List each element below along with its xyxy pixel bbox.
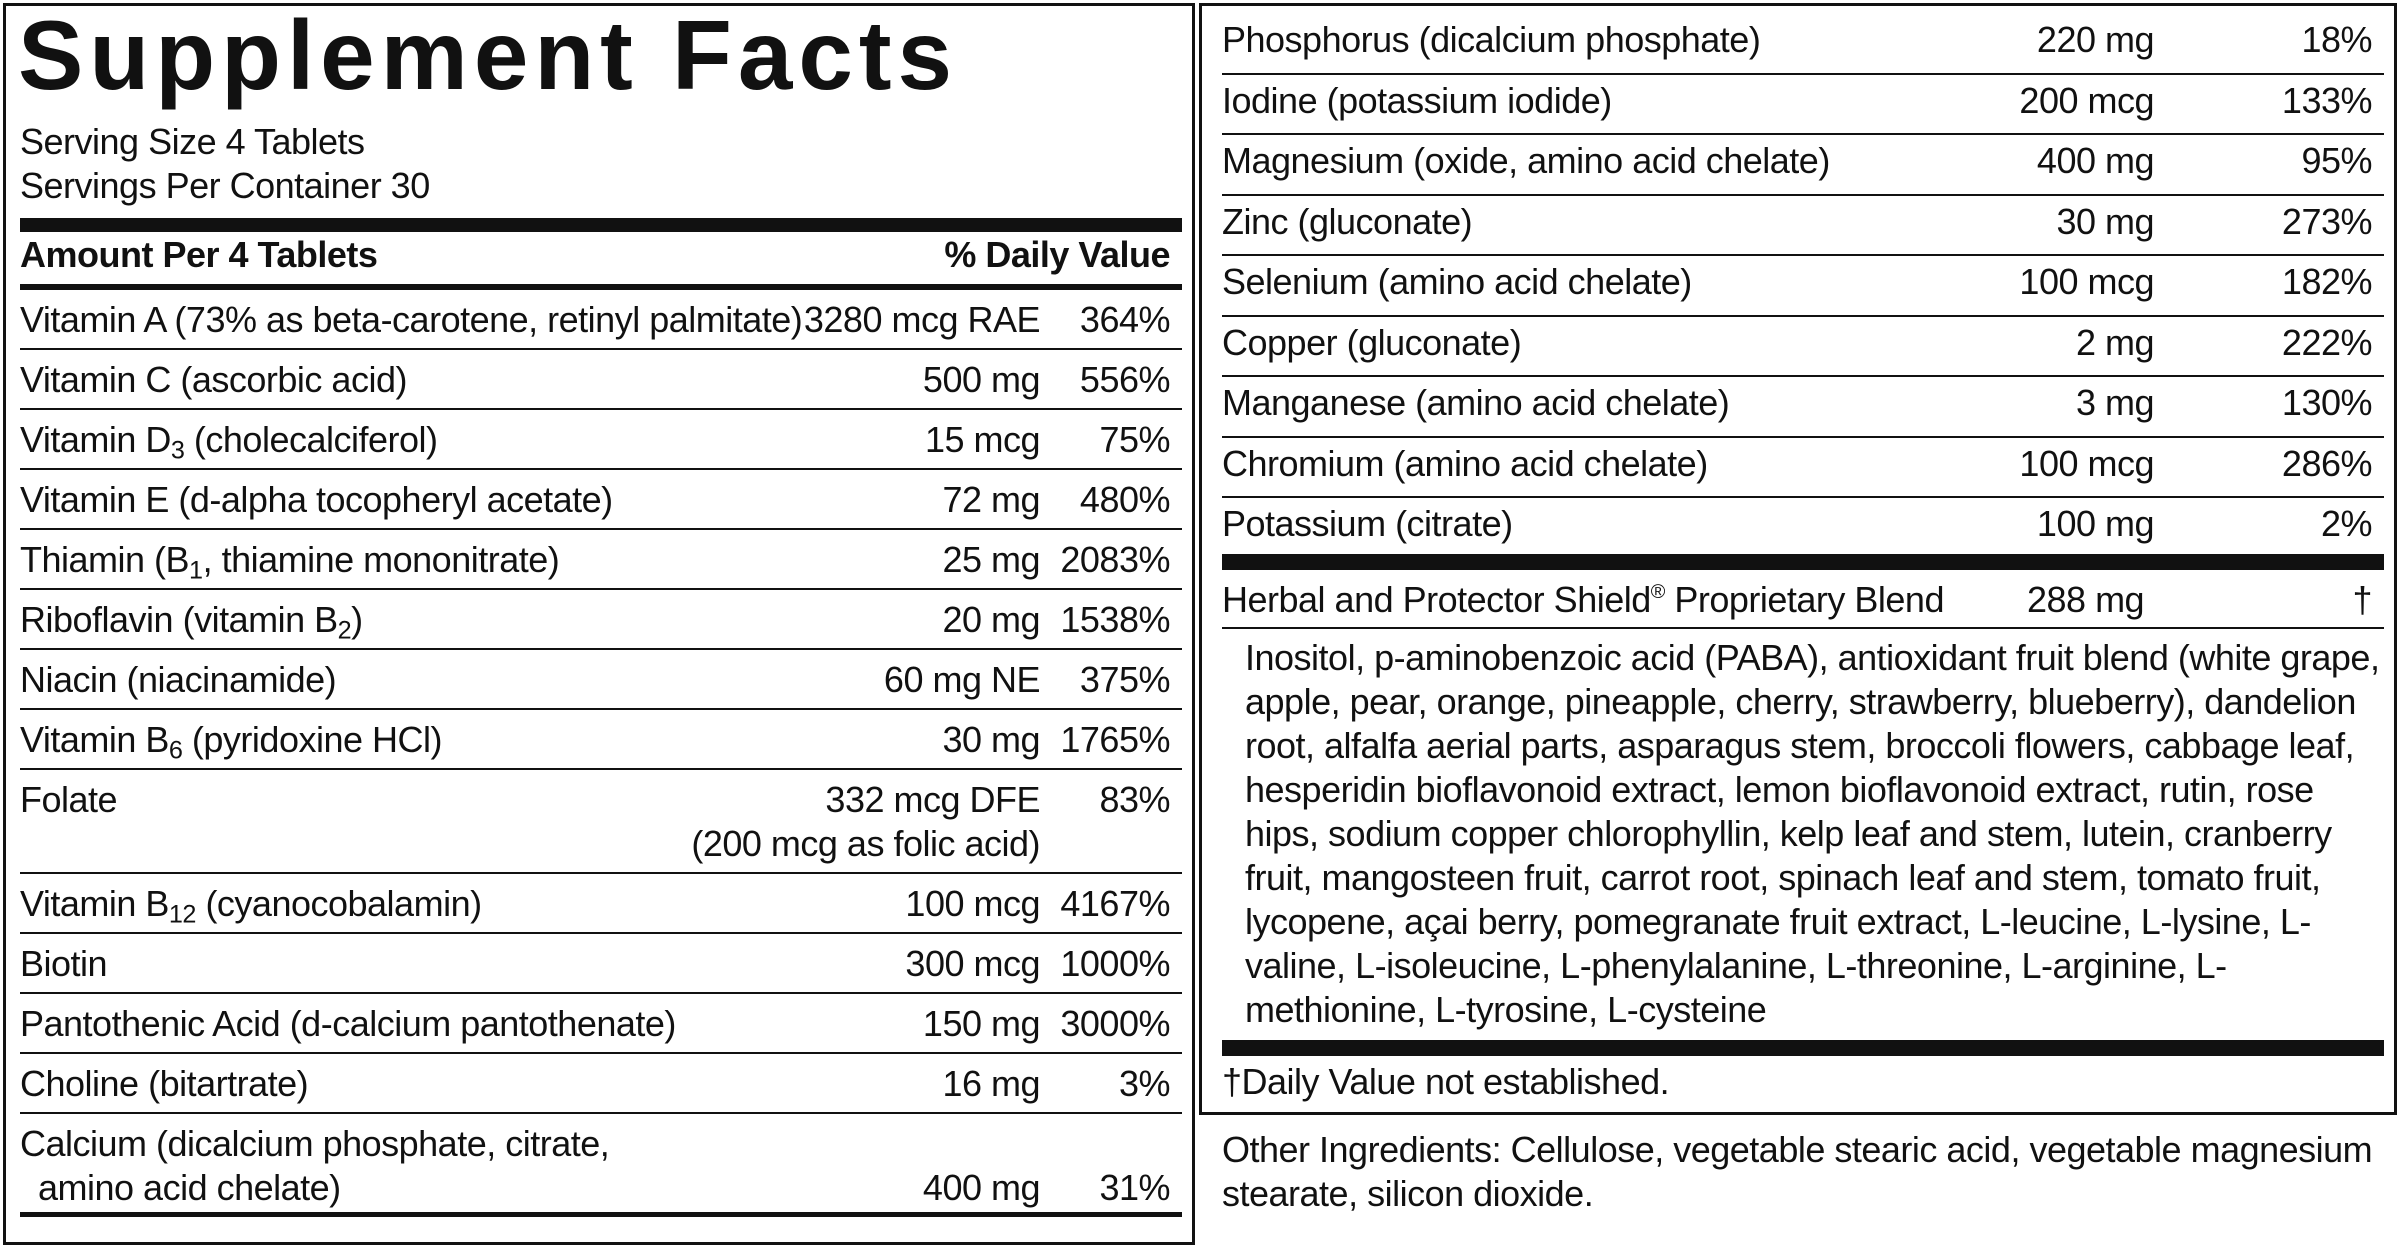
nutrient-row <box>20 600 1170 650</box>
row-divider <box>20 588 1182 590</box>
nutrient-name: Thiamin ($B_1$, thiamine mononitrate) <box>20 539 560 585</box>
nutrient-name: Choline (bitartrate) <box>20 1063 309 1104</box>
nutrient-name: Vitamin C (ascorbic acid) <box>20 359 407 400</box>
nutrient-amount: 400 mg <box>922 1167 1040 1208</box>
nutrient-row <box>20 884 1170 934</box>
nutrient-name: Iodine (potassium iodide) <box>1222 79 1612 121</box>
thick-divider <box>20 218 1182 232</box>
row-divider <box>1222 627 2384 629</box>
nutrient-row <box>1222 81 2372 121</box>
amount-per-label: Amount Per 4 Tablets <box>20 234 378 275</box>
nutrient-daily-value: 3000% <box>1060 1003 1170 1044</box>
nutrient-name: Biotin <box>20 943 108 984</box>
nutrient-amount: 150 mg <box>922 1003 1040 1044</box>
nutrient-amount: 3 mg <box>2075 382 2154 423</box>
nutrient-row <box>20 1124 1170 1214</box>
nutrient-row <box>1222 262 2372 302</box>
nutrient-amount: 100 mcg <box>905 883 1040 924</box>
row-divider <box>20 872 1182 874</box>
nutrient-daily-value: 273% <box>2281 200 2372 242</box>
row-divider <box>1222 496 2384 498</box>
nutrient-name: Potassium (citrate) <box>1222 503 1513 544</box>
blend-dagger: † <box>2352 579 2372 620</box>
blend-ingredients: Inositol, p-aminobenzoic acid (PABA), antioxidant fruit blend (white grape, apple, pear, orange, pineapple, cherry, strawberry, blueberry), dandelion root, alfalfa aerial parts, asparagus stem, broccoli flowers, cabbage leaf, hesperidin bioflavonoid extract, lemon bioflavonoid extract, rutin, rose hips, sodium copper chlorophyllin, kelp leaf and stem, lutein, cranberry fruit, mangosteen fruit, carrot root, spinach leaf and stem, tomato fruit, lycopene, açai berry, pomegranate fruit extract, L-leucine, L-lysine, L-valine, L-isoleucine, L-phenylalanine, L-threonine, L-arginine, L-methionine, L-tyrosine, L-cysteine <box>1245 637 2380 1030</box>
nutrient-amount: 16 mg <box>942 1063 1040 1104</box>
row-divider <box>20 1212 1182 1217</box>
blend-row <box>1222 580 2372 620</box>
nutrient-amount: 3280 mcg RAE <box>803 299 1040 340</box>
nutrient-row <box>1222 504 2372 544</box>
nutrient-amount: 500 mg <box>922 359 1040 400</box>
nutrient-row <box>1222 202 2372 242</box>
thick-divider <box>1222 1040 2384 1056</box>
nutrient-name: Vitamin A (73% as beta-carotene, retinyl palmitate) <box>20 299 803 340</box>
thick-divider <box>1222 554 2384 570</box>
row-divider <box>20 648 1182 650</box>
nutrient-daily-value: 130% <box>2281 382 2372 423</box>
row-divider <box>20 408 1182 410</box>
blend-amount: 288 mg <box>2027 579 2145 620</box>
nutrient-daily-value: 364% <box>1079 299 1170 340</box>
daily-value-footnote: †Daily Value not established. <box>1222 1061 1670 1102</box>
row-divider <box>1222 194 2384 196</box>
nutrient-name: Riboflavin (vitamin $B_2$) <box>20 599 363 645</box>
nutrient-daily-value: 3% <box>1118 1063 1170 1104</box>
nutrient-row <box>20 660 1170 710</box>
row-divider <box>1222 315 2384 317</box>
nutrient-amount-note: (200 mcg as folic acid) <box>691 823 1040 864</box>
nutrient-amount: 25 mg <box>942 539 1040 580</box>
nutrient-amount: 400 mg <box>2036 140 2154 181</box>
row-divider <box>1222 254 2384 256</box>
nutrient-name-line2: amino acid chelate) <box>38 1167 341 1208</box>
nutrient-row <box>20 480 1170 530</box>
nutrient-daily-value: 480% <box>1079 479 1170 520</box>
nutrient-daily-value: 556% <box>1079 359 1170 400</box>
nutrient-name: Vitamin E (d-alpha tocopheryl acetate) <box>20 479 613 520</box>
nutrient-name: Calcium (dicalcium phosphate, citrate, <box>20 1123 610 1164</box>
nutrient-amount: 30 mg <box>942 719 1040 760</box>
nutrient-row <box>20 300 1170 350</box>
row-divider <box>1222 436 2384 438</box>
nutrient-name: Zinc (gluconate) <box>1222 200 1473 242</box>
column-header-row <box>20 235 1170 275</box>
nutrient-amount: 300 mcg <box>905 943 1040 984</box>
nutrient-amount: 200 mcg <box>2019 79 2154 121</box>
row-divider <box>20 708 1182 710</box>
nutrient-amount: 15 mcg <box>924 419 1040 460</box>
nutrient-daily-value: 95% <box>2301 140 2372 181</box>
nutrient-row <box>1222 323 2372 363</box>
nutrient-daily-value: 18% <box>2301 19 2372 60</box>
row-divider <box>1222 375 2384 377</box>
nutrient-daily-value: 83% <box>1099 779 1170 820</box>
nutrient-daily-value: 1000% <box>1060 943 1170 984</box>
row-divider <box>20 932 1182 934</box>
nutrient-daily-value: 222% <box>2281 321 2372 363</box>
nutrient-name: Manganese (amino acid chelate) <box>1222 382 1730 423</box>
nutrient-name: Niacin (niacinamide) <box>20 659 337 700</box>
nutrient-amount: 100 mcg <box>2019 261 2154 302</box>
nutrient-row <box>1222 20 2372 60</box>
nutrient-amount: 30 mg <box>2056 200 2154 242</box>
nutrient-name: Copper (gluconate) <box>1222 321 1522 363</box>
nutrient-row <box>1222 444 2372 484</box>
serving-size: Serving Size 4 Tablets <box>20 121 365 162</box>
row-divider <box>20 528 1182 530</box>
nutrient-row <box>1222 141 2372 181</box>
nutrient-row <box>20 780 1170 874</box>
row-divider <box>20 468 1182 470</box>
nutrient-amount: 100 mcg <box>2019 442 2154 484</box>
nutrient-daily-value: 133% <box>2281 79 2372 121</box>
nutrient-row <box>20 540 1170 590</box>
nutrient-name: Phosphorus (dicalcium phosphate) <box>1222 19 1761 60</box>
nutrient-daily-value: 1538% <box>1060 599 1170 640</box>
row-divider <box>20 992 1182 994</box>
nutrient-amount: 220 mg <box>2036 19 2154 60</box>
row-divider <box>20 768 1182 770</box>
row-divider <box>20 1112 1182 1114</box>
nutrient-daily-value: 31% <box>1099 1167 1170 1208</box>
nutrient-row <box>20 944 1170 994</box>
nutrient-row <box>20 720 1170 770</box>
row-divider <box>1222 133 2384 135</box>
row-divider <box>20 348 1182 350</box>
servings-per-container: Servings Per Container 30 <box>20 165 430 206</box>
nutrient-row <box>1222 383 2372 423</box>
nutrient-daily-value: 375% <box>1079 659 1170 700</box>
nutrient-daily-value: 4167% <box>1060 883 1170 924</box>
nutrient-daily-value: 286% <box>2281 442 2372 484</box>
nutrient-name: Pantothenic Acid (d-calcium pantothenate) <box>20 1003 676 1044</box>
nutrient-amount: 72 mg <box>942 479 1040 520</box>
row-divider <box>20 1052 1182 1054</box>
nutrient-name: Vitamin $B_6$ (pyridoxine HCl) <box>20 719 442 765</box>
header-divider <box>20 284 1182 290</box>
nutrient-daily-value: 2% <box>2320 503 2372 544</box>
row-divider <box>1222 73 2384 75</box>
nutrient-row <box>20 1064 1170 1114</box>
panel-title: Supplement Facts <box>18 0 959 110</box>
nutrient-row <box>20 1004 1170 1054</box>
nutrient-amount: 332 mcg DFE <box>825 779 1040 820</box>
nutrient-name: Vitamin $D_3$ (cholecalciferol) <box>20 419 438 465</box>
nutrient-row <box>20 360 1170 410</box>
nutrient-daily-value: 2083% <box>1060 539 1170 580</box>
nutrient-name: Folate <box>20 779 118 820</box>
nutrient-amount: 2 mg <box>2075 321 2154 363</box>
nutrient-amount: 20 mg <box>942 599 1040 640</box>
nutrient-daily-value: 1765% <box>1060 719 1170 760</box>
nutrient-name: Magnesium (oxide, amino acid chelate) <box>1222 140 1830 181</box>
nutrient-amount: 100 mg <box>2036 503 2154 544</box>
nutrient-row <box>20 420 1170 470</box>
nutrient-amount: 60 mg NE <box>883 659 1040 700</box>
nutrient-daily-value: 75% <box>1099 419 1170 460</box>
nutrient-name: Chromium (amino acid chelate) <box>1222 442 1708 484</box>
nutrient-name: Selenium (amino acid chelate) <box>1222 261 1692 302</box>
daily-value-label: % Daily Value <box>944 234 1170 275</box>
nutrient-name: Vitamin $B_{12}$ (cyanocobalamin) <box>20 883 482 929</box>
other-ingredients-text: Other Ingredients: Cellulose, vegetable stearic acid, vegetable magnesium stearate, silicon dioxide. <box>1222 1129 2373 1214</box>
nutrient-daily-value: 182% <box>2281 261 2372 302</box>
blend-name: Herbal and Protector Shield® Proprietary Blend <box>1222 579 1944 620</box>
